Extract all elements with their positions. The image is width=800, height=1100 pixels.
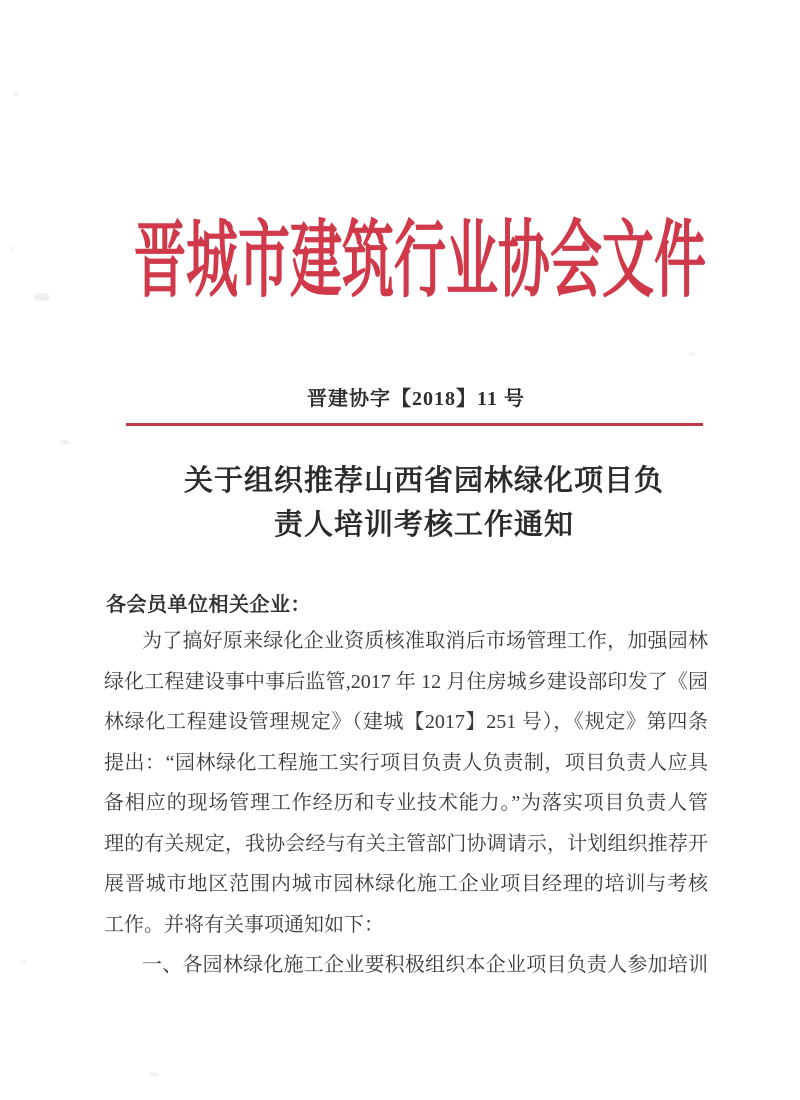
document-number: 晋建协字【2018】11 号: [307, 388, 525, 410]
scan-speckle: [688, 352, 696, 356]
body-line: 提出：“园林绿化工程施工实行项目负责人负责制，项目负责人应具: [104, 751, 708, 774]
red-divider-line: [126, 423, 703, 426]
body-line: 理的有关规定，我协会经与有关主管部门协调请示，计划组织推荐开: [104, 832, 708, 855]
scan-speckle: [10, 246, 15, 251]
letterhead-title: 晋城市建筑行业协会文件: [133, 216, 706, 309]
document-title-line1: 关于组织推荐山西省园林绿化项目负: [183, 465, 664, 497]
body-line: 绿化工程建设事中事后监管,2017 年 12 月住房城乡建设部印发了《园: [104, 670, 708, 693]
scan-speckle: [20, 960, 27, 965]
body-line: 工作。并将有关事项通知如下：: [104, 913, 384, 936]
salutation: 各会员单位相关企业：: [106, 594, 311, 616]
document-title: [44, 459, 800, 547]
document-title-line2: 责人培训考核工作通知: [273, 509, 574, 541]
scan-speckle: [148, 1072, 159, 1077]
body-line: 展晋城市地区范围内城市园林绿化施工企业项目经理的培训与考核: [104, 873, 708, 895]
body-line: 为了搞好原来绿化企业资质核准取消后市场管理工作，加强园林: [142, 630, 708, 652]
body-line: 林绿化工程建设管理规定》（建城【2017】251 号），《规定》第四条: [104, 711, 708, 733]
scan-speckle: [13, 90, 19, 96]
document-body: [104, 621, 708, 986]
scan-speckle: [60, 440, 69, 445]
body-line: 备相应的现场管理工作经历和专业技术能力。”为落实项目负责人管: [104, 792, 708, 814]
body-line: 一、各园林绿化施工企业要积极组织本企业项目负责人参加培训: [142, 954, 708, 976]
